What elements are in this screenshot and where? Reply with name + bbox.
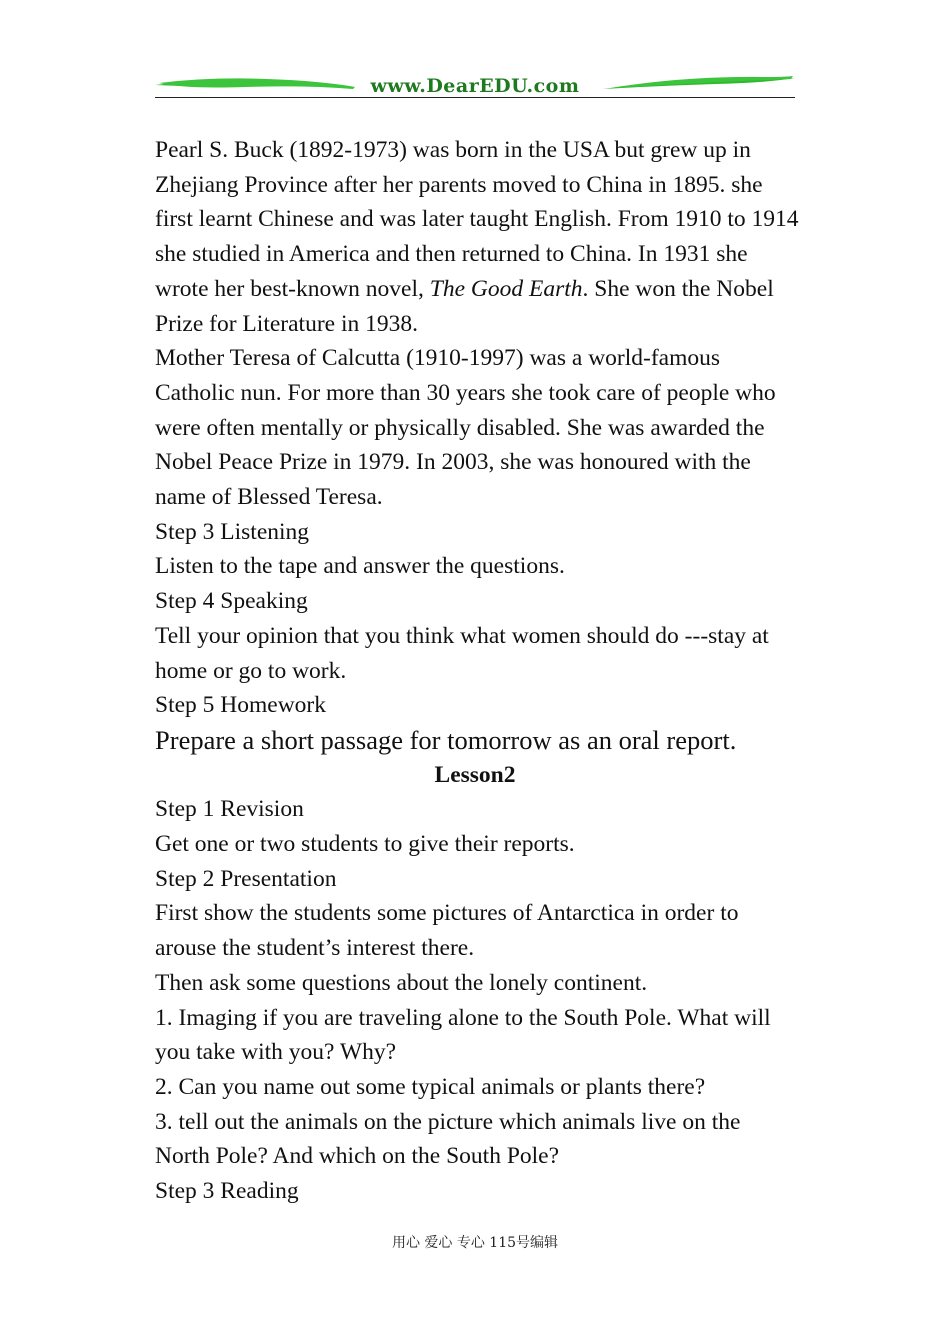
- l2-step2-heading: Step 2 Presentation: [155, 865, 337, 892]
- paragraph-mother-teresa: Mother Teresa of Calcutta (1910-1997) was a world-famous Catholic nun. For more than 30 years she took care of people who were often mentally or physically disabled. She was awarded the Nobel Peace Prize in 1979. In 2003, she was honoured with the name of Blessed Teresa.: [155, 345, 776, 511]
- header-divider: [155, 97, 795, 98]
- step3-text: Listen to the tape and answer the questions.: [155, 553, 565, 580]
- site-name[interactable]: www.DearEDU.com: [370, 75, 580, 97]
- step5-text: Prepare a short passage for tomorrow as an oral report.: [155, 724, 737, 755]
- step5-heading: Step 5 Homework: [155, 692, 327, 719]
- question-item: 2. Can you name out some typical animals or plants there?: [155, 1073, 706, 1100]
- book-title: The Good Earth: [429, 275, 583, 302]
- step4-text: Tell your opinion that you think what women should do ---stay at home or go to work.: [155, 622, 769, 684]
- l2-step3-heading: Step 3 Reading: [155, 1178, 299, 1205]
- step3-heading: Step 3 Listening: [155, 518, 310, 545]
- l2-step1-heading: Step 1 Revision: [155, 796, 304, 823]
- paragraph-pearl-buck: Pearl S. Buck (1892-1973) was born in the USA but grew up in Zhejiang Province after her parents moved to China in 1895. she first learnt Chinese and was later taught English. From 1910 to 1914 she studied in America and then returned to China. In 1931 she wrote her best-known novel, The Good Earth. She won the Nobel Prize for Literature in 1938.: [155, 137, 799, 337]
- l2-step1-text: Get one or two students to give their reports.: [155, 831, 575, 858]
- page-footer: 用心 爱心 专心 115号编辑: [391, 1235, 559, 1251]
- l2-step2-text: Then ask some questions about the lonely continent.: [155, 969, 648, 996]
- document-body: [155, 133, 800, 1209]
- question-item: 3. tell out the animals on the picture which animals live on the North Pole? And which on the South Pole?: [155, 1108, 741, 1170]
- page-header: [155, 70, 795, 104]
- step4-heading: Step 4 Speaking: [155, 588, 308, 615]
- question-item: 1. Imaging if you are traveling alone to the South Pole. What will you take with you? Why?: [155, 1004, 771, 1066]
- lesson-title: Lesson2: [434, 761, 516, 788]
- l2-step2-text: First show the students some pictures of Antarctica in order to arouse the student’s interest there.: [155, 900, 739, 962]
